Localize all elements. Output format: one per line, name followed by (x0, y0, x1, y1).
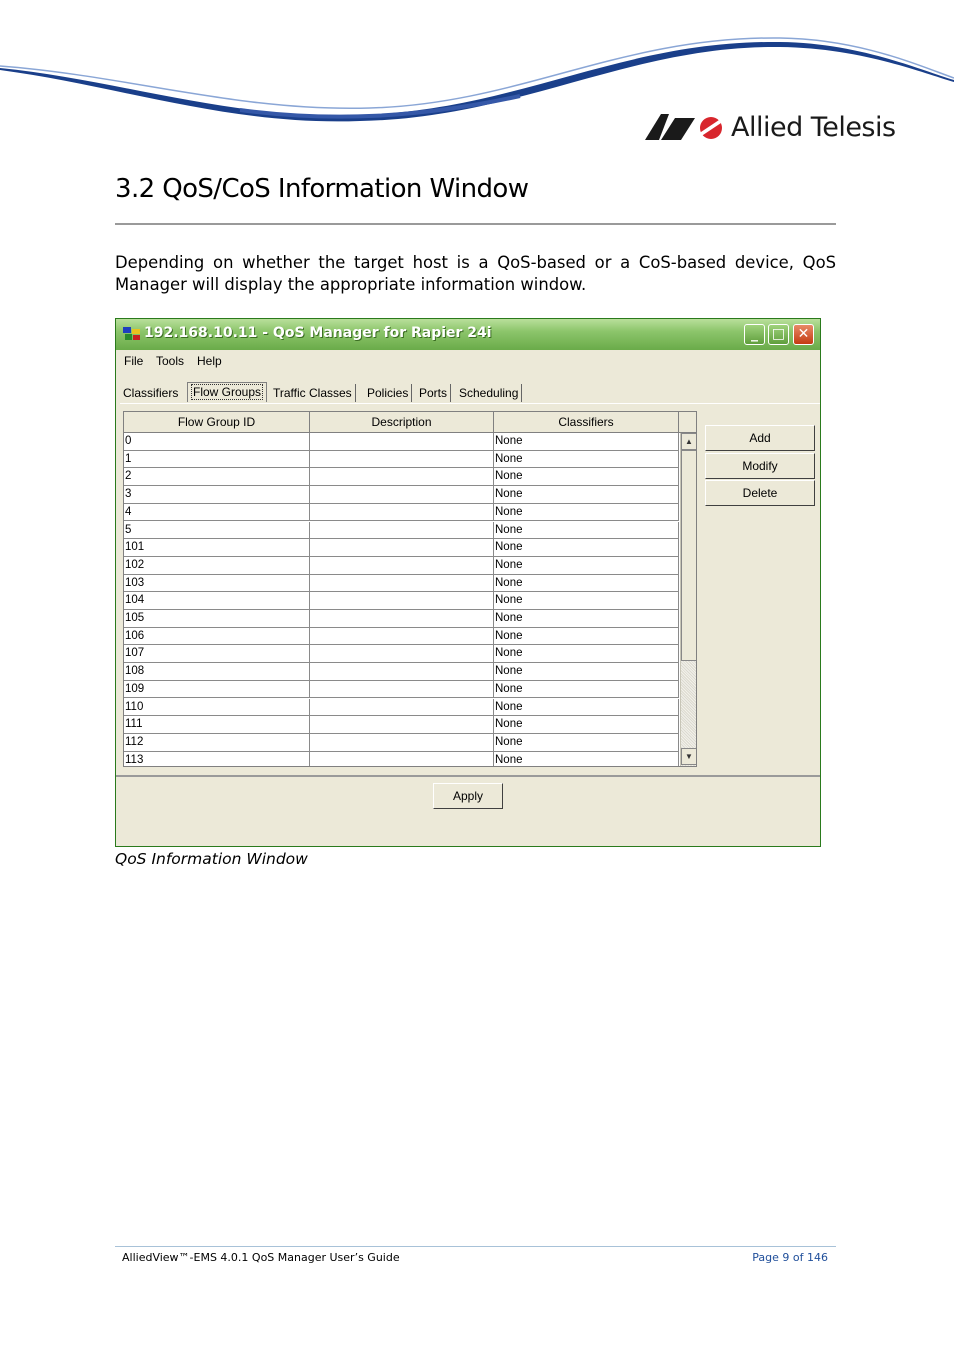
cell-description (310, 592, 494, 610)
table-row[interactable] (124, 504, 679, 522)
maximize-button[interactable] (768, 324, 789, 345)
cell-classifiers: None (494, 557, 679, 575)
cell-description (310, 522, 494, 540)
maximize-icon: □ (771, 326, 786, 342)
cell-classifiers: None (494, 592, 679, 610)
intro-paragraph: Depending on whether the target host is a QoS-based or a CoS-based device, QoS Manager will display the appropriate information window. (115, 253, 836, 294)
tab-scheduling[interactable]: Scheduling (456, 384, 522, 402)
modify-button[interactable]: Modify (705, 453, 815, 479)
cell-flow-group-id: 104 (124, 592, 310, 610)
cell-classifiers: None (494, 468, 679, 486)
cell-description (310, 699, 494, 717)
table-row[interactable] (124, 575, 679, 593)
table-row[interactable] (124, 645, 679, 663)
tab-flow-groups-label: Flow Groups (193, 385, 262, 399)
cell-classifiers: None (494, 486, 679, 504)
footer-divider (115, 1246, 836, 1247)
tab-policies[interactable]: Policies (364, 384, 412, 402)
cell-classifiers: None (494, 610, 679, 628)
table-row[interactable] (124, 468, 679, 486)
cell-flow-group-id: 5 (124, 522, 310, 540)
cell-classifiers: None (494, 716, 679, 734)
cell-description (310, 752, 494, 767)
cell-flow-group-id: 112 (124, 734, 310, 752)
table-row[interactable] (124, 699, 679, 717)
cell-flow-group-id: 106 (124, 628, 310, 646)
table-row[interactable] (124, 663, 679, 681)
cell-flow-group-id: 110 (124, 699, 310, 717)
cell-flow-group-id: 113 (124, 752, 310, 767)
qos-manager-window (115, 318, 821, 847)
cell-flow-group-id: 103 (124, 575, 310, 593)
allied-telesis-logo (645, 110, 896, 144)
cell-classifiers: None (494, 734, 679, 752)
column-header-filler (679, 412, 697, 433)
table-row[interactable] (124, 522, 679, 540)
cell-flow-group-id: 107 (124, 645, 310, 663)
section-title: 3.2 QoS/CoS Information Window (115, 174, 529, 204)
tab-flow-groups[interactable] (187, 382, 267, 402)
cell-flow-group-id: 0 (124, 433, 310, 451)
tab-traffic-classes[interactable]: Traffic Classes (270, 384, 356, 402)
cell-description (310, 539, 494, 557)
table-row[interactable] (124, 486, 679, 504)
table-row[interactable] (124, 539, 679, 557)
table-row[interactable] (124, 628, 679, 646)
cell-flow-group-id: 1 (124, 451, 310, 469)
menu-tools[interactable]: Tools (156, 354, 185, 368)
cell-description (310, 734, 494, 752)
table-row[interactable] (124, 610, 679, 628)
close-icon: ✕ (797, 326, 810, 342)
scroll-thumb[interactable] (681, 450, 697, 661)
cell-description (310, 716, 494, 734)
flow-groups-table (123, 411, 697, 767)
cell-classifiers: None (494, 628, 679, 646)
column-header-flow-group-id[interactable]: Flow Group ID (124, 412, 310, 433)
cell-classifiers: None (494, 645, 679, 663)
cell-description (310, 557, 494, 575)
minimize-icon: _ (751, 326, 758, 342)
table-row[interactable] (124, 752, 679, 767)
cell-classifiers: None (494, 522, 679, 540)
cell-flow-group-id: 101 (124, 539, 310, 557)
cell-description (310, 486, 494, 504)
cell-flow-group-id: 108 (124, 663, 310, 681)
window-titlebar[interactable] (116, 319, 820, 350)
menu-bar (116, 350, 820, 372)
minimize-button[interactable] (744, 324, 765, 345)
cell-classifiers: None (494, 575, 679, 593)
cell-flow-group-id: 105 (124, 610, 310, 628)
cell-classifiers: None (494, 663, 679, 681)
cell-flow-group-id: 2 (124, 468, 310, 486)
vertical-scrollbar[interactable] (680, 433, 697, 766)
menu-help[interactable]: Help (197, 354, 222, 368)
logo-mark-icon (645, 114, 723, 140)
tab-classifiers[interactable]: Classifiers (123, 386, 179, 400)
figure-caption: QoS Information Window (115, 850, 308, 868)
cell-description (310, 468, 494, 486)
cell-description (310, 645, 494, 663)
bottom-panel (116, 775, 820, 846)
cell-classifiers: None (494, 451, 679, 469)
table-row[interactable] (124, 451, 679, 469)
table-row[interactable] (124, 557, 679, 575)
cell-classifiers: None (494, 504, 679, 522)
table-row[interactable] (124, 734, 679, 752)
cell-description (310, 575, 494, 593)
column-header-classifiers[interactable]: Classifiers (494, 412, 679, 433)
footer-document-title: AlliedView™-EMS 4.0.1 QoS Manager User’s Guide (122, 1251, 400, 1264)
app-icon (123, 327, 141, 341)
cell-description (310, 433, 494, 451)
cell-flow-group-id: 4 (124, 504, 310, 522)
cell-description (310, 451, 494, 469)
cell-flow-group-id: 109 (124, 681, 310, 699)
add-button[interactable]: Add (705, 425, 815, 451)
table-row[interactable] (124, 592, 679, 610)
title-divider (115, 223, 836, 225)
footer-page-number: Page 9 of 146 (752, 1251, 828, 1264)
cell-flow-group-id: 102 (124, 557, 310, 575)
cell-flow-group-id: 111 (124, 716, 310, 734)
cell-classifiers: None (494, 433, 679, 451)
cell-description (310, 610, 494, 628)
table-row[interactable] (124, 681, 679, 699)
menu-file[interactable]: File (124, 354, 144, 368)
apply-button[interactable]: Apply (433, 783, 503, 809)
cell-description (310, 504, 494, 522)
cell-flow-group-id: 3 (124, 486, 310, 504)
scroll-down-arrow-icon[interactable]: ▼ (681, 748, 697, 765)
cell-classifiers: None (494, 699, 679, 717)
close-button[interactable] (793, 324, 814, 345)
logo-text: Allied Telesis (731, 111, 896, 143)
table-row[interactable] (124, 716, 679, 734)
table-row[interactable] (124, 433, 679, 451)
cell-description (310, 663, 494, 681)
column-header-description[interactable]: Description (310, 412, 494, 433)
cell-description (310, 628, 494, 646)
cell-classifiers: None (494, 539, 679, 557)
scroll-up-arrow-icon[interactable]: ▲ (681, 433, 697, 450)
delete-button[interactable]: Delete (705, 480, 815, 506)
tab-ports[interactable]: Ports (416, 384, 451, 402)
cell-description (310, 681, 494, 699)
cell-classifiers: None (494, 752, 679, 767)
tab-underline (120, 403, 820, 404)
cell-classifiers: None (494, 681, 679, 699)
window-title: 192.168.10.11 - QoS Manager for Rapier 24i (144, 325, 492, 341)
